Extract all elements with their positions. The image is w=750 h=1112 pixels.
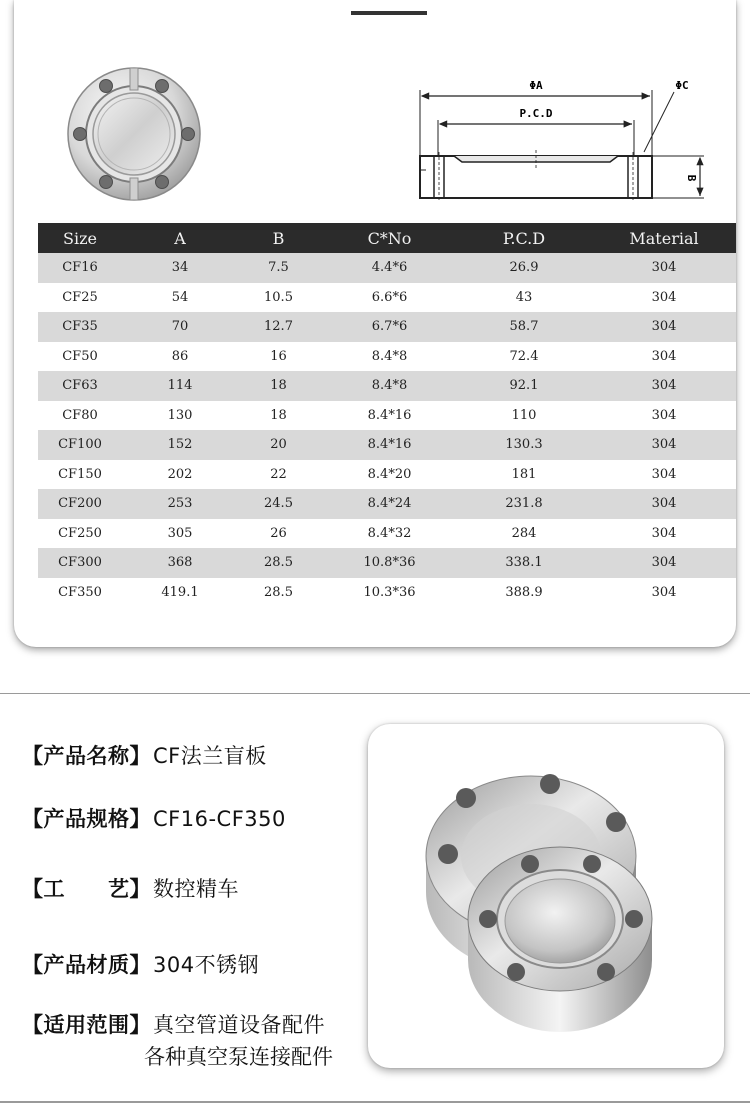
table-row — [38, 253, 736, 283]
table-cell: 10.8*36 — [319, 548, 460, 578]
table-cell: 304 — [588, 312, 736, 342]
info-row-usage — [22, 1009, 325, 1039]
table-cell: 152 — [122, 430, 238, 460]
table-cell: CF80 — [62, 407, 98, 423]
table-cell: 304 — [588, 548, 736, 578]
info-label: 【产品材质】 — [22, 953, 151, 977]
info-label: 【产品名称】 — [22, 744, 151, 768]
top-divider — [351, 11, 427, 15]
table-cell: 304 — [588, 430, 736, 460]
table-cell: 6.7*6 — [319, 312, 460, 342]
table-cell: 28.5 — [238, 548, 319, 578]
table-cell: 8.4*24 — [319, 489, 460, 519]
pcd-label: P.C.D — [519, 107, 553, 120]
table-cell: 181 — [511, 466, 537, 482]
table-cell: 8.4*32 — [367, 525, 412, 541]
dimension-drawing — [412, 72, 712, 212]
table-cell: 70 — [122, 312, 238, 342]
table-cell: CF300 — [38, 548, 122, 578]
table-cell: 18 — [238, 371, 319, 401]
info-value: CF法兰盲板 — [153, 744, 267, 768]
table-cell: 4.4*6 — [319, 253, 460, 283]
table-cell: CF35 — [38, 312, 122, 342]
table-cell: CF150 — [58, 466, 102, 482]
table-row — [38, 312, 736, 342]
table-row — [38, 489, 736, 519]
table-cell: 304 — [651, 584, 677, 600]
table-cell: 130.3 — [460, 430, 588, 460]
header-size: Size — [38, 223, 122, 253]
table-cell: 304 — [651, 466, 677, 482]
table-cell: 8.4*16 — [319, 430, 460, 460]
bottom-divider — [0, 1101, 750, 1103]
table-cell: 8.4*8 — [319, 371, 460, 401]
product-photo-card — [368, 724, 724, 1068]
table-row — [38, 578, 736, 608]
table-cell: 92.1 — [460, 371, 588, 401]
table-row — [38, 342, 736, 372]
table-cell: 34 — [122, 253, 238, 283]
table-cell: 304 — [588, 489, 736, 519]
info-usage-extra: 各种真空泵连接配件 — [144, 1045, 333, 1069]
table-cell: 8.4*16 — [367, 407, 412, 423]
table-row — [38, 548, 736, 578]
header-b: B — [238, 223, 319, 253]
table-cell: 7.5 — [238, 253, 319, 283]
table-cell: CF350 — [58, 584, 102, 600]
spec-table — [38, 223, 736, 607]
table-cell: 18 — [270, 407, 287, 423]
info-label: 【工 艺】 — [22, 877, 151, 901]
table-cell: 26.9 — [460, 253, 588, 283]
table-cell: 6.6*6 — [371, 289, 408, 305]
info-value: 真空管道设备配件 — [153, 1013, 325, 1037]
table-cell: 8.4*20 — [367, 466, 412, 482]
spec-card — [14, 0, 736, 647]
info-row-process — [22, 873, 239, 903]
table-row — [38, 371, 736, 401]
header-a: A — [122, 223, 238, 253]
table-cell: 338.1 — [460, 548, 588, 578]
table-cell: 86 — [171, 348, 189, 364]
header-material: Material — [588, 223, 736, 253]
section-divider — [0, 693, 750, 694]
table-cell: CF63 — [38, 371, 122, 401]
table-cell: 202 — [167, 466, 193, 482]
table-cell: 304 — [588, 371, 736, 401]
b-label: B — [685, 174, 698, 182]
info-row-material — [22, 949, 259, 979]
table-cell: CF200 — [38, 489, 122, 519]
table-cell: 12.7 — [238, 312, 319, 342]
header-c-no: C*No — [319, 223, 460, 253]
table-row — [38, 283, 736, 313]
info-label: 【适用范围】 — [22, 1013, 151, 1037]
phi-a-label: ΦA — [529, 79, 543, 92]
table-row — [38, 460, 736, 490]
table-cell: 130 — [167, 407, 193, 423]
table-cell: 305 — [167, 525, 193, 541]
table-row — [38, 519, 736, 549]
table-cell: 8.4*8 — [371, 348, 408, 364]
table-cell: 26 — [270, 525, 287, 541]
table-cell: 28.5 — [264, 584, 293, 600]
table-cell: CF50 — [62, 348, 98, 364]
table-cell: 284 — [511, 525, 537, 541]
table-cell: 368 — [122, 548, 238, 578]
header-pcd: P.C.D — [460, 223, 588, 253]
table-cell: 20 — [238, 430, 319, 460]
table-cell: 304 — [651, 348, 677, 364]
flange-front-photo — [66, 66, 202, 202]
phi-c-label: ΦC — [675, 79, 689, 92]
table-cell: 231.8 — [460, 489, 588, 519]
table-cell: 72.4 — [509, 348, 539, 364]
table-cell: 114 — [122, 371, 238, 401]
table-cell: 10.3*36 — [363, 584, 416, 600]
table-cell: 304 — [651, 525, 677, 541]
info-value: 304不锈钢 — [153, 953, 260, 977]
table-cell: 58.7 — [460, 312, 588, 342]
info-row-name — [22, 740, 267, 770]
table-cell: 24.5 — [238, 489, 319, 519]
table-cell: 304 — [588, 253, 736, 283]
table-cell: CF16 — [38, 253, 122, 283]
table-cell: 16 — [270, 348, 287, 364]
info-value: CF16-CF350 — [153, 807, 286, 831]
table-cell: 388.9 — [505, 584, 543, 600]
table-cell: 419.1 — [161, 584, 199, 600]
table-cell: 10.5 — [264, 289, 293, 305]
table-cell: 43 — [515, 289, 533, 305]
table-row — [38, 430, 736, 460]
spec-table-header — [38, 223, 736, 253]
table-cell: 253 — [122, 489, 238, 519]
table-cell: 304 — [651, 289, 677, 305]
product-photo — [368, 724, 724, 1068]
table-cell: 54 — [171, 289, 189, 305]
table-cell: 304 — [651, 407, 677, 423]
table-cell: CF25 — [62, 289, 98, 305]
table-cell: 22 — [270, 466, 287, 482]
table-row — [38, 401, 736, 431]
table-cell: CF250 — [58, 525, 102, 541]
info-label: 【产品规格】 — [22, 807, 151, 831]
info-row-spec — [22, 803, 286, 833]
table-cell: CF100 — [38, 430, 122, 460]
info-value: 数控精车 — [153, 877, 239, 901]
table-cell: 110 — [511, 407, 537, 423]
